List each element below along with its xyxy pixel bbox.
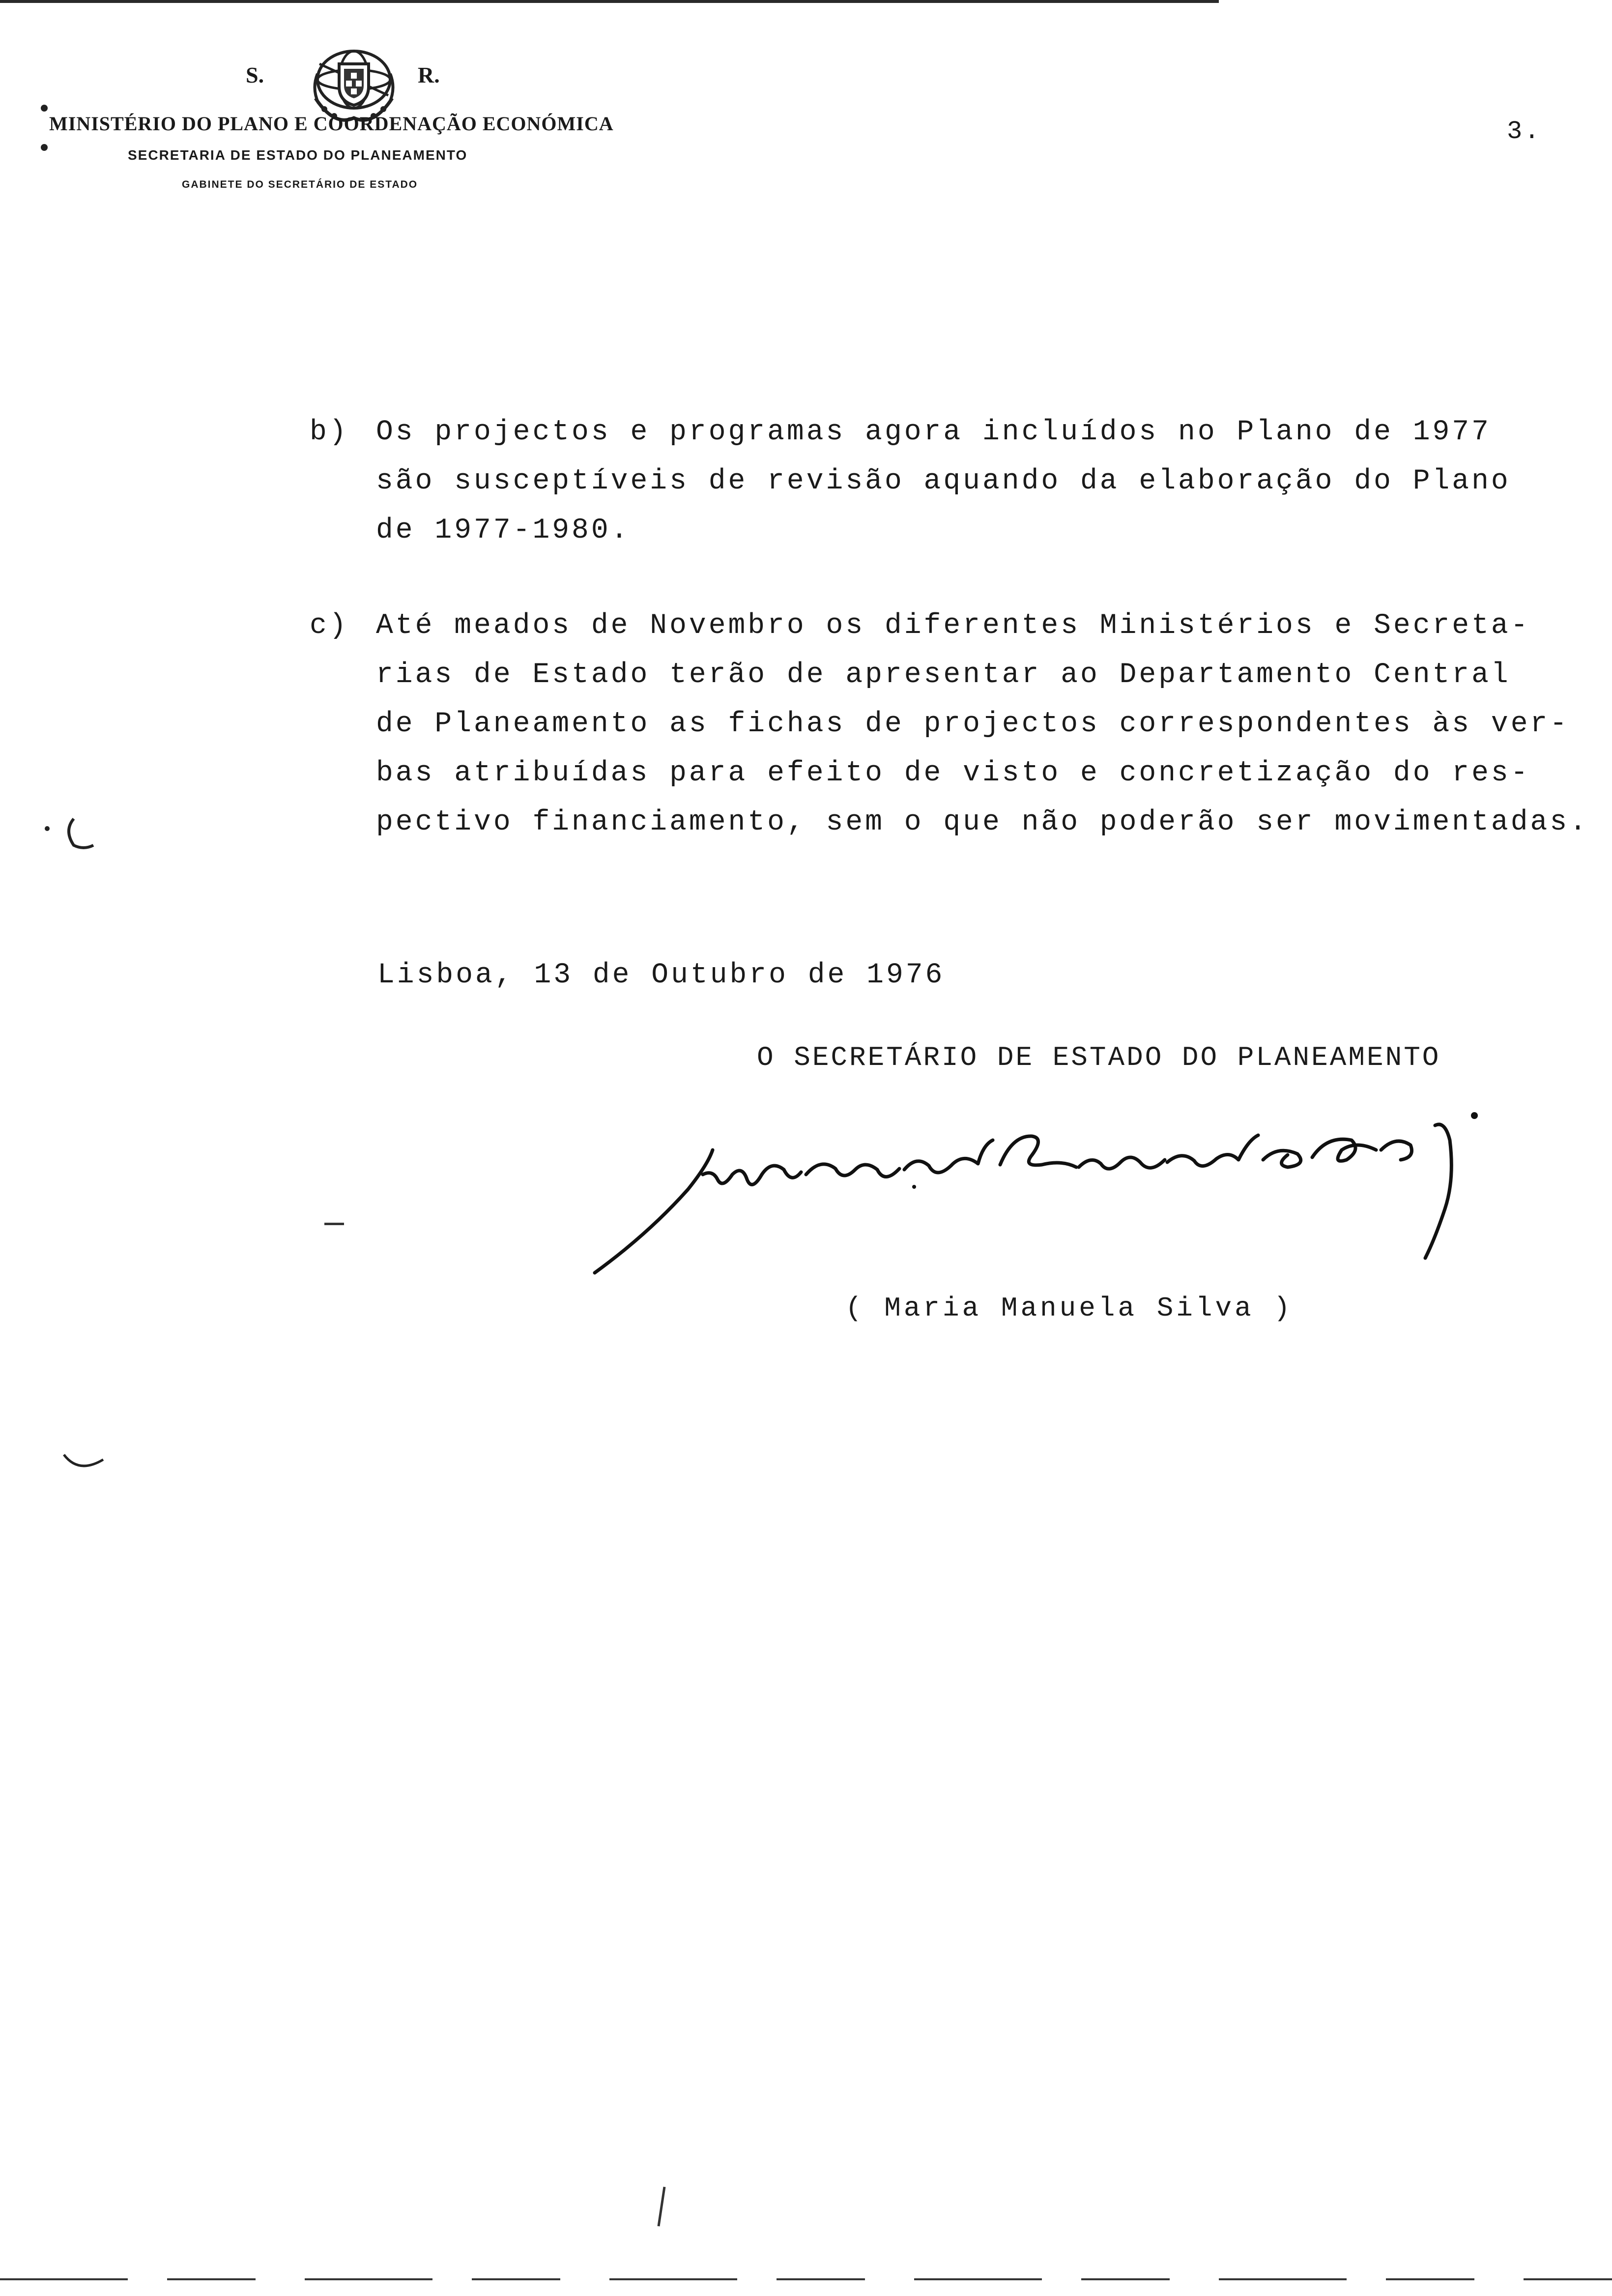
ministry-name: MINISTÉRIO DO PLANO E COORDENAÇÃO ECONÓMICA <box>49 113 614 135</box>
signatory-title: O SECRETÁRIO DE ESTADO DO PLANEAMENTO <box>757 1042 1441 1073</box>
clause-line: Até meados de Novembro os diferentes Ministérios e Secreta- <box>376 610 1530 642</box>
bottom-edge-rule <box>0 2278 1612 2280</box>
sr-left-letter: S. <box>246 62 264 87</box>
scan-mark <box>324 1219 354 1229</box>
clause-line: de Planeamento as fichas de projectos correspondentes às ver- <box>376 708 1570 740</box>
clause-c <box>310 602 1587 847</box>
clause-line: Os projectos e programas agora incluídos no Plano de 1977 <box>376 416 1491 448</box>
clause-line: bas atribuídas para efeito de visto e concretização do res- <box>376 757 1530 789</box>
clause-b <box>310 408 1587 555</box>
top-edge-rule <box>0 0 1219 3</box>
clause-label: c) <box>310 610 349 642</box>
clause-line: pectivo financiamento, sem o que não poderão ser movimentadas. <box>376 806 1589 838</box>
scan-mark <box>39 801 108 860</box>
scan-mark <box>654 2182 668 2231</box>
handwritten-signature <box>590 1111 1548 1297</box>
signatory-name: ( Maria Manuela Silva ) <box>845 1292 1293 1324</box>
clause-label: b) <box>310 416 349 448</box>
clause-line: de 1977-1980. <box>376 515 631 546</box>
clause-line: rias de Estado terão de apresentar ao Departamento Central <box>376 659 1511 691</box>
scan-mark <box>34 98 54 162</box>
office-name: GABINETE DO SECRETÁRIO DE ESTADO <box>182 179 418 190</box>
sr-right-letter: R. <box>418 62 440 87</box>
clause-line: são susceptíveis de revisão aquando da elaboração do Plano <box>376 465 1511 497</box>
scan-mark <box>49 1425 118 1484</box>
place-and-date: Lisboa, 13 de Outubro de 1976 <box>377 959 945 991</box>
page-number: 3. <box>1507 117 1542 146</box>
body-text <box>310 408 1587 847</box>
secretariat-name: SECRETARIA DE ESTADO DO PLANEAMENTO <box>128 147 468 163</box>
